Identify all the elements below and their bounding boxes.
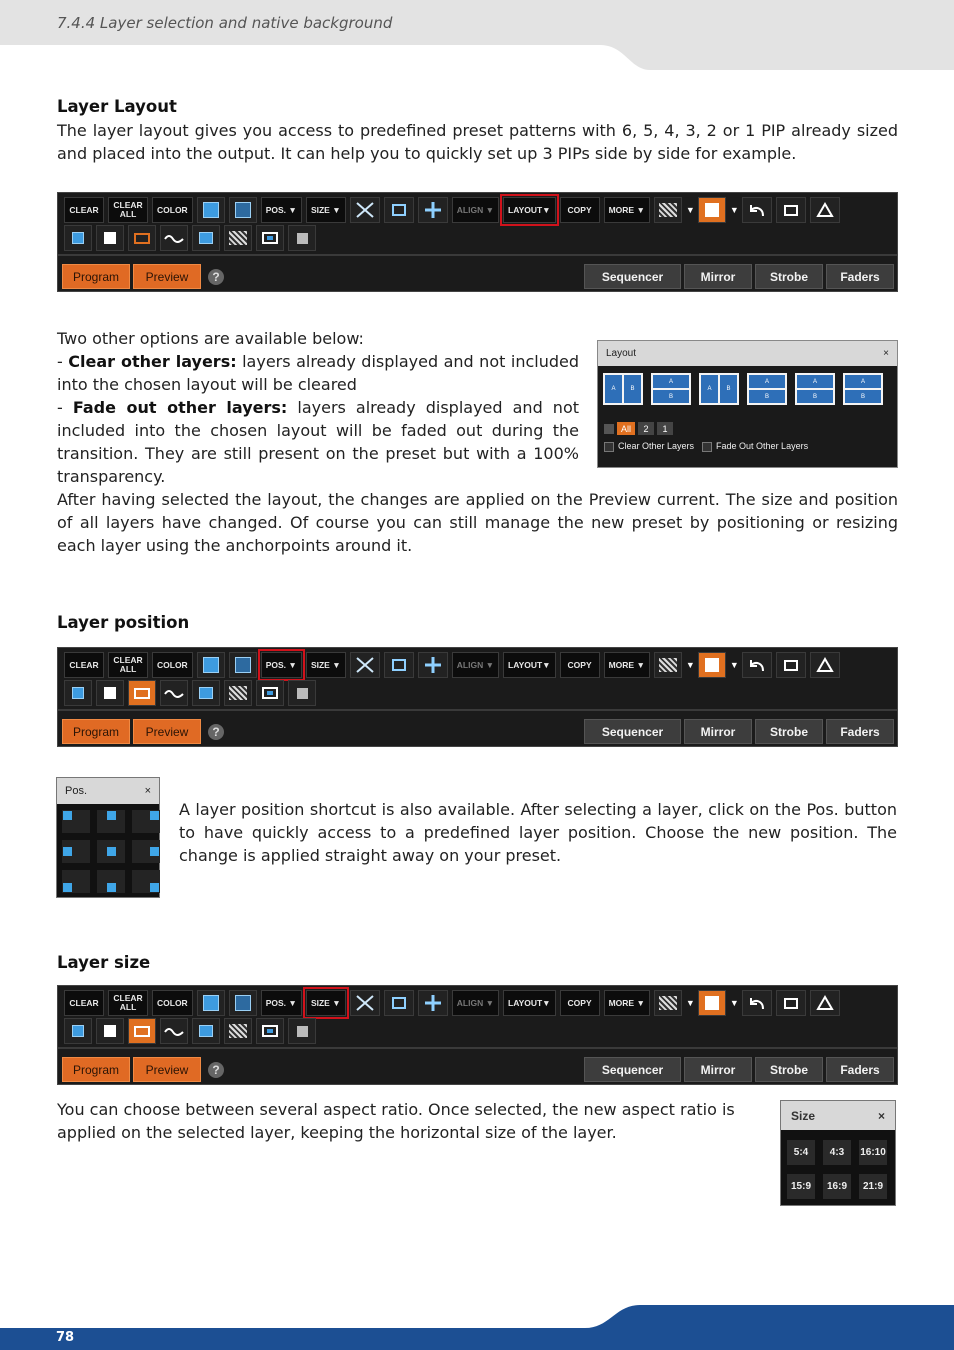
layout-thumb[interactable] [651, 373, 691, 405]
preview-button[interactable]: Preview [133, 1057, 201, 1082]
frame-icon[interactable] [256, 680, 284, 706]
hatch-icon[interactable] [224, 680, 252, 706]
position-top-left[interactable] [62, 810, 90, 833]
help-icon[interactable]: ? [208, 1062, 224, 1078]
more-button[interactable]: MORE ▼ [604, 652, 650, 678]
recycle-icon[interactable] [810, 652, 840, 678]
layout-button[interactable]: LAYOUT▼ [503, 990, 556, 1016]
options-intro: Two other options are available below: [57, 329, 364, 348]
snap-icon[interactable] [698, 990, 726, 1016]
clear-button[interactable]: CLEAR [64, 197, 104, 223]
layout-thumb[interactable] [843, 373, 883, 405]
thumb-cell: A [845, 375, 881, 388]
toolbar-row-2 [64, 225, 316, 251]
swap-icon[interactable] [776, 197, 806, 223]
thumb-cell: A [605, 375, 622, 403]
position-bottom-center[interactable] [97, 870, 125, 893]
size-panel [780, 1100, 896, 1206]
fit-cross-icon[interactable] [350, 197, 380, 223]
thumb-cell: B [653, 390, 689, 403]
size-panel-titlebar [781, 1101, 895, 1130]
align-button[interactable]: ALIGN ▼ [452, 990, 499, 1016]
snap-icon[interactable] [698, 197, 726, 223]
caret-down-icon[interactable]: ▼ [685, 998, 695, 1008]
clear-all-button[interactable]: CLEAR ALL [108, 652, 148, 678]
sequencer-button[interactable]: Sequencer [584, 719, 681, 744]
option-text: layers already displayed and not included into the chosen layout will be cleared [57, 352, 579, 394]
close-icon[interactable]: × [883, 348, 889, 359]
layer-front-icon[interactable] [197, 652, 225, 678]
layout-thumb[interactable] [699, 373, 739, 405]
fit-cross-icon[interactable] [350, 990, 380, 1016]
toolbar-divider [58, 254, 897, 256]
close-icon[interactable]: × [144, 785, 151, 797]
tab-1[interactable]: 1 [657, 422, 673, 435]
layout-thumb[interactable] [747, 373, 787, 405]
layout-panel [597, 340, 898, 468]
footer-band [0, 1300, 954, 1350]
layout-panel-titlebar [598, 341, 897, 366]
layer-layout-paragraph: The layer layout gives you access to predefined preset patterns with 6, 5, 4, 3, 2 or 1 PIP already sized and placed into the output. It can help you to quickly set up 3 PIPs side by side for example. [57, 121, 898, 163]
color-button[interactable]: COLOR [152, 197, 193, 223]
position-top-center[interactable] [97, 810, 125, 833]
layer-back-icon[interactable] [229, 990, 257, 1016]
full-screen-icon[interactable] [384, 990, 414, 1016]
faders-button[interactable]: Faders [826, 719, 894, 744]
undo-icon[interactable] [742, 990, 772, 1016]
thumb-cell: B [749, 390, 785, 403]
pos-button[interactable]: POS. ▼ [261, 990, 302, 1016]
resize-icon[interactable] [64, 1018, 92, 1044]
help-icon[interactable]: ? [208, 269, 224, 285]
aspect-16-10-button[interactable]: 16:10 [859, 1140, 887, 1165]
after-layout-paragraph: After having selected the layout, the changes are applied on the Preview current. The size and position of all layers have changed. Of course you can still manage the new preset by positioning or resizing each layer using the anchorpoints around it. [57, 490, 898, 555]
clear-all-button[interactable]: CLEAR ALL [108, 990, 148, 1016]
trash-icon[interactable] [604, 424, 614, 434]
resize-icon[interactable] [64, 225, 92, 251]
aspect-15-9-button[interactable]: 15:9 [787, 1174, 815, 1199]
position-grid [62, 810, 160, 893]
option-term: Clear other layers: [68, 352, 237, 371]
layer-position-paragraph: A layer position shortcut is also available. After selecting a layer, click on the Pos. button to have quickly access to a predefined layer position. Choose the new position. The change is applied straight away on your preset. [179, 800, 897, 865]
grid-dots-icon[interactable] [654, 990, 682, 1016]
thumb-cell: B [624, 375, 641, 403]
clear-button[interactable]: CLEAR [64, 990, 104, 1016]
strobe-button[interactable]: Strobe [755, 719, 823, 744]
size-button[interactable]: SIZE ▼ [306, 652, 346, 678]
wave-icon[interactable] [160, 1018, 188, 1044]
split-icon[interactable] [128, 225, 156, 251]
toolbar-row-1 [64, 652, 840, 678]
sequencer-button[interactable]: Sequencer [584, 1057, 681, 1082]
caret-down-icon[interactable]: ▼ [729, 660, 739, 670]
aspect-21-9-button[interactable]: 21:9 [859, 1174, 887, 1199]
center-icon[interactable] [418, 652, 448, 678]
toolbar-screenshot-size [57, 985, 898, 1085]
thumb-cell: A [797, 375, 833, 388]
help-icon[interactable]: ? [208, 724, 224, 740]
options-text [57, 327, 579, 488]
copy-button[interactable]: COPY [560, 652, 600, 678]
wave-icon[interactable] [160, 680, 188, 706]
text-layer-icon[interactable] [96, 225, 124, 251]
text-clear-icon[interactable] [288, 225, 316, 251]
position-middle-center[interactable] [97, 840, 125, 863]
position-top-right[interactable] [132, 810, 160, 833]
clear-button[interactable]: CLEAR [64, 652, 104, 678]
pos-button[interactable]: POS. ▼ [261, 652, 302, 678]
recycle-icon[interactable] [810, 197, 840, 223]
layout-panel-title: Layout [606, 348, 637, 359]
full-screen-icon[interactable] [384, 652, 414, 678]
page-number: 78 [56, 1330, 75, 1345]
hatch-icon[interactable] [224, 1018, 252, 1044]
snap-icon[interactable] [698, 652, 726, 678]
position-middle-left[interactable] [62, 840, 90, 863]
thumb-cell: A [749, 375, 785, 388]
close-icon[interactable]: × [877, 1108, 885, 1123]
tab-all[interactable]: All [617, 422, 635, 435]
color-button[interactable]: COLOR [152, 990, 193, 1016]
faders-button[interactable]: Faders [826, 1057, 894, 1082]
fit-cross-icon[interactable] [350, 652, 380, 678]
wave-icon[interactable] [160, 225, 188, 251]
swap-icon[interactable] [776, 652, 806, 678]
toolbar-divider [58, 1047, 897, 1049]
layer-back-icon[interactable] [229, 197, 257, 223]
caret-down-icon[interactable]: ▼ [685, 205, 695, 215]
option-text: layers already displayed and not included into the chosen layout will be faded out during the transition. They are still present on the preset but with a 100% transparency. [57, 398, 579, 486]
layout-thumb[interactable] [603, 373, 643, 405]
layout-thumb[interactable] [795, 373, 835, 405]
layer-layout-heading: Layer Layout [57, 97, 177, 116]
position-middle-right[interactable] [132, 840, 160, 863]
toolbar-row-3 [62, 263, 894, 290]
undo-icon[interactable] [742, 652, 772, 678]
thumb-cell: A [701, 375, 718, 403]
pos-panel-titlebar [57, 778, 159, 804]
aspect-ratio-grid [787, 1140, 887, 1199]
layer-size-heading: Layer size [57, 953, 151, 972]
grid-dots-icon[interactable] [654, 652, 682, 678]
frame-icon[interactable] [256, 225, 284, 251]
pos-panel-title: Pos. [65, 785, 88, 797]
layer-front-icon[interactable] [197, 197, 225, 223]
layout-tabs [604, 422, 673, 435]
toolbar-screenshot-layout [57, 192, 898, 292]
layout-checkboxes [604, 441, 808, 452]
layer-front-icon[interactable] [197, 990, 225, 1016]
caret-down-icon[interactable]: ▼ [729, 205, 739, 215]
size-panel-title: Size [791, 1108, 816, 1123]
layer-size-paragraph: You can choose between several aspect ratio. Once selected, the new aspect ratio is applied on the selected layer, keeping the horizontal size of the layer. [57, 1100, 735, 1142]
pip-icon[interactable] [192, 1018, 220, 1044]
center-icon[interactable] [418, 990, 448, 1016]
copy-button[interactable]: COPY [560, 197, 600, 223]
mirror-button[interactable]: Mirror [684, 719, 752, 744]
center-icon[interactable] [418, 197, 448, 223]
caret-down-icon[interactable]: ▼ [685, 660, 695, 670]
thumb-cell: B [845, 390, 881, 403]
more-button[interactable]: MORE ▼ [604, 990, 650, 1016]
layout-button[interactable]: LAYOUT▼ [503, 197, 556, 223]
pos-panel [56, 777, 160, 898]
pos-button[interactable]: POS. ▼ [261, 197, 302, 223]
checkbox-label: Fade Out Other Layers [716, 441, 809, 451]
clear-all-button[interactable]: CLEAR ALL [108, 197, 148, 223]
resize-icon[interactable] [64, 680, 92, 706]
undo-icon[interactable] [742, 197, 772, 223]
copy-button[interactable]: COPY [560, 990, 600, 1016]
pip-icon[interactable] [192, 225, 220, 251]
thumb-cell: A [653, 375, 689, 388]
size-button[interactable]: SIZE ▼ [306, 990, 346, 1016]
grid-dots-icon[interactable] [654, 197, 682, 223]
full-screen-icon[interactable] [384, 197, 414, 223]
caret-down-icon[interactable]: ▼ [729, 998, 739, 1008]
text-layer-icon[interactable] [96, 1018, 124, 1044]
size-button[interactable]: SIZE ▼ [306, 197, 346, 223]
section-header: 7.4.4 Layer selection and native background [57, 14, 393, 32]
more-button[interactable]: MORE ▼ [604, 197, 650, 223]
aspect-5-4-button[interactable]: 5:4 [787, 1140, 815, 1165]
layer-back-icon[interactable] [229, 652, 257, 678]
recycle-icon[interactable] [810, 990, 840, 1016]
layout-button[interactable]: LAYOUT▼ [503, 652, 556, 678]
toolbar-divider [58, 709, 897, 711]
split-icon[interactable] [128, 1018, 156, 1044]
hatch-icon[interactable] [224, 225, 252, 251]
toolbar-row-1 [64, 197, 840, 223]
program-button[interactable]: Program [62, 719, 130, 744]
pip-icon[interactable] [192, 680, 220, 706]
checkbox-label: Clear Other Layers [618, 441, 695, 451]
faders-button[interactable]: Faders [826, 264, 894, 289]
text-clear-icon[interactable] [288, 1018, 316, 1044]
strobe-button[interactable]: Strobe [755, 1057, 823, 1082]
thumb-cell: B [720, 375, 737, 403]
text-layer-icon[interactable] [96, 680, 124, 706]
option-clear-layers: - Clear other layers: layers already displayed and not included into the chosen layout will be cleared [57, 352, 579, 394]
split-icon[interactable] [128, 680, 156, 706]
program-button[interactable]: Program [62, 1057, 130, 1082]
toolbar-row-1 [64, 990, 840, 1016]
thumb-cell: B [797, 390, 833, 403]
align-button[interactable]: ALIGN ▼ [452, 652, 499, 678]
text-clear-icon[interactable] [288, 680, 316, 706]
preview-button[interactable]: Preview [133, 719, 201, 744]
option-fade-layers: - Fade out other layers: layers already displayed and not included into the chosen layout will be faded out during the transition. They are still present on the preset but with a 100% transparency. [57, 398, 579, 486]
option-term: Fade out other layers: [72, 398, 288, 417]
strobe-button[interactable]: Strobe [755, 264, 823, 289]
tab-2[interactable]: 2 [638, 422, 654, 435]
fade-other-layers-checkbox[interactable] [702, 441, 808, 452]
color-button[interactable]: COLOR [152, 652, 193, 678]
align-button[interactable]: ALIGN ▼ [452, 197, 499, 223]
aspect-4-3-button[interactable]: 4:3 [823, 1140, 851, 1165]
layer-position-heading: Layer position [57, 613, 190, 632]
toolbar-row-3 [62, 1056, 894, 1083]
mirror-button[interactable]: Mirror [684, 1057, 752, 1082]
layout-thumbnails [603, 373, 883, 405]
position-bottom-right[interactable] [132, 870, 160, 893]
toolbar-row-2 [64, 680, 316, 706]
position-bottom-left[interactable] [62, 870, 90, 893]
swap-icon[interactable] [776, 990, 806, 1016]
toolbar-row-2 [64, 1018, 316, 1044]
preview-button[interactable]: Preview [133, 264, 201, 289]
sequencer-button[interactable]: Sequencer [584, 264, 681, 289]
mirror-button[interactable]: Mirror [684, 264, 752, 289]
aspect-16-9-button[interactable]: 16:9 [823, 1174, 851, 1199]
clear-other-layers-checkbox[interactable] [604, 441, 694, 452]
frame-icon[interactable] [256, 1018, 284, 1044]
toolbar-screenshot-pos [57, 647, 898, 747]
program-button[interactable]: Program [62, 264, 130, 289]
toolbar-row-3 [62, 718, 894, 745]
header-band [0, 0, 954, 70]
